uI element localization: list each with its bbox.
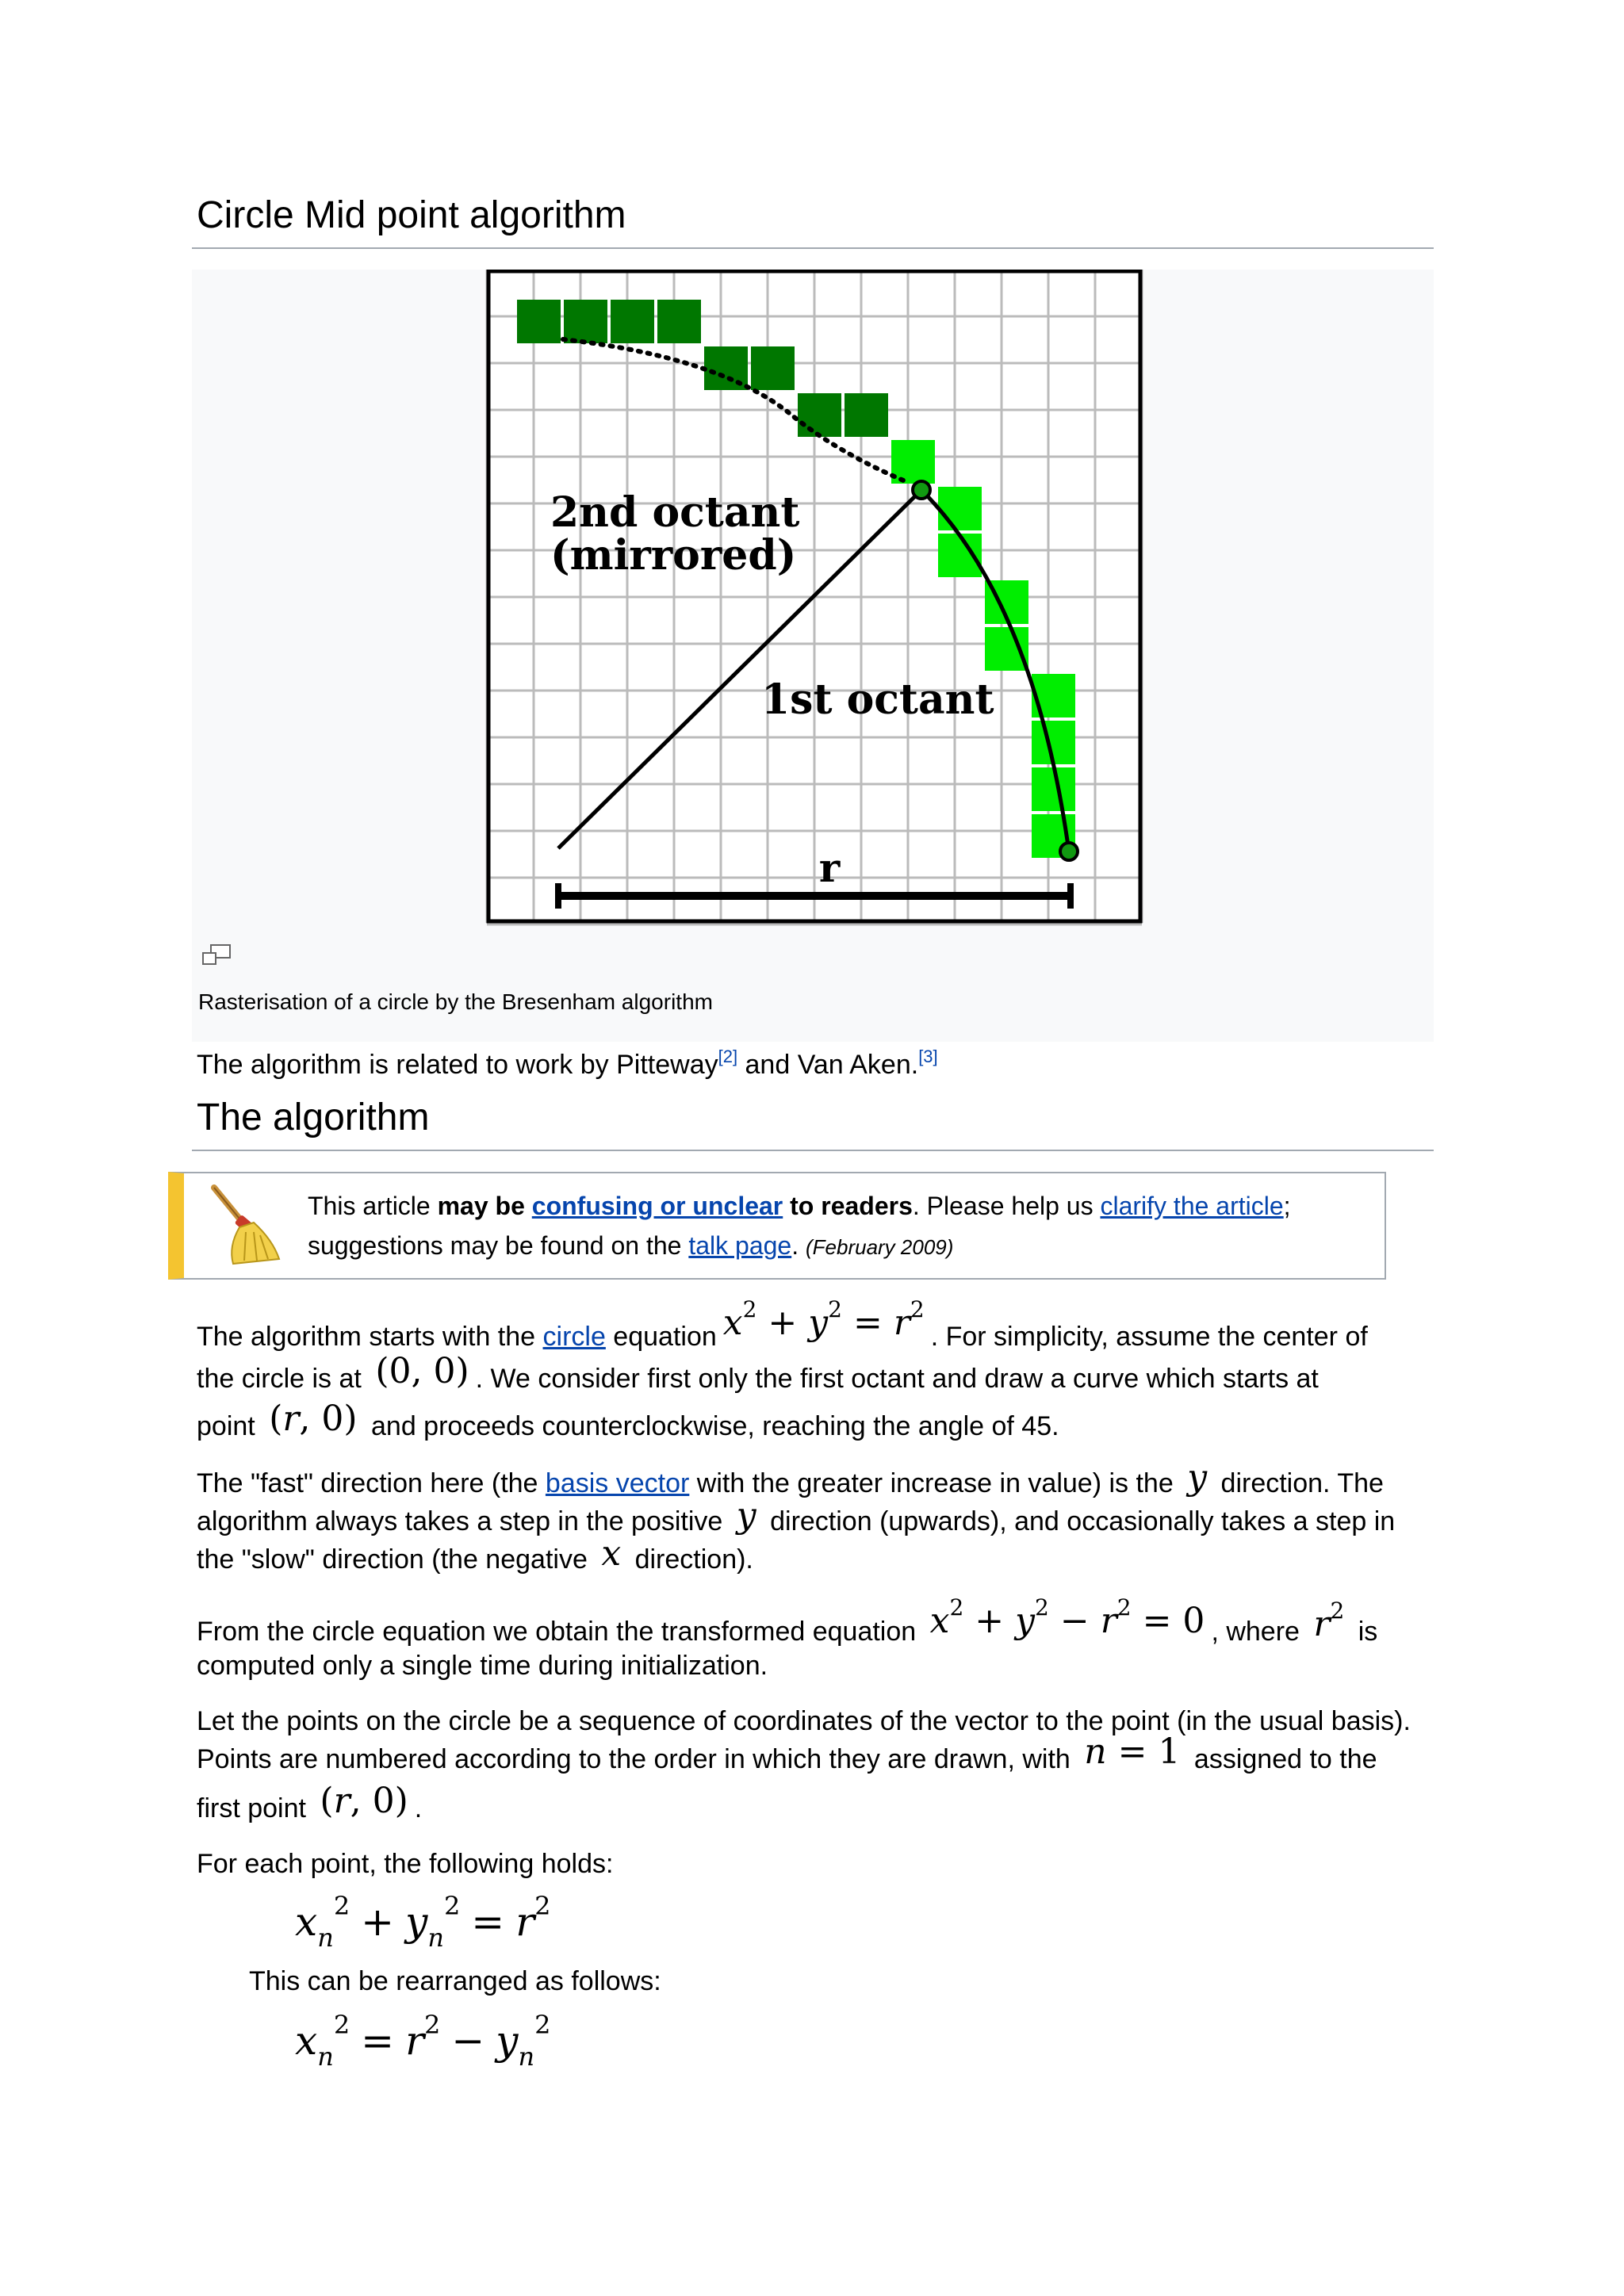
notice-bold-2: to readers bbox=[783, 1192, 913, 1220]
related-text-2: and Van Aken. bbox=[737, 1050, 919, 1080]
section-heading-the-algorithm: The algorithm bbox=[197, 1096, 430, 1138]
clarify-article-link[interactable]: clarify the article bbox=[1100, 1192, 1284, 1220]
para4-text-d: . bbox=[414, 1793, 423, 1823]
r-squared-math: $r^2$ bbox=[1313, 1598, 1345, 1644]
para4-line1: Let the points on the circle be a sequence of coordinates of the vector to the point (in the usual basis). bbox=[197, 1706, 1411, 1736]
notice-date: (February 2009) bbox=[805, 1235, 954, 1259]
para1-text-d: the circle is at bbox=[197, 1364, 362, 1394]
figure-thumbnail bbox=[192, 270, 1434, 1042]
para4-text-a: Points are numbered according to the order in which they are drawn, with bbox=[197, 1744, 1071, 1774]
reference-3-link[interactable]: [3] bbox=[918, 1047, 938, 1066]
para2-line2: algorithm always takes a step in the positive y direction (upwards), and occasionally takes a step in bbox=[197, 1495, 1396, 1536]
para5-line2: This can be rearranged as follows: bbox=[249, 1966, 661, 1996]
notice-text-1: This article bbox=[308, 1192, 438, 1220]
pixel-2nd-octant bbox=[657, 300, 701, 343]
pixel-2nd-octant bbox=[611, 300, 654, 343]
label-r: r bbox=[818, 844, 841, 891]
para2-text-a: The "fast" direction here (the bbox=[197, 1468, 546, 1498]
para3-text-c: is bbox=[1358, 1617, 1378, 1647]
para2-text-e: direction (upwards), and occasionally takes a step in bbox=[770, 1506, 1396, 1536]
equation-xn-yn-r: $x_n^2 + y_n^2 = r^2$ bbox=[295, 1891, 551, 1953]
para2-text-f: the "slow" direction (the negative bbox=[197, 1544, 588, 1575]
pixel-2nd-octant bbox=[845, 393, 888, 437]
para4-text-b: assigned to the bbox=[1193, 1744, 1377, 1774]
para1-text-f: point bbox=[197, 1411, 255, 1441]
para3-line2: computed only a single time during initialization. bbox=[197, 1651, 768, 1681]
cleanup-notice-box bbox=[168, 1172, 1386, 1280]
para2-text-b: with the greater increase in value) is the bbox=[689, 1468, 1174, 1498]
pixel-2nd-octant bbox=[564, 300, 607, 343]
circle-equation: $x^2 + y^2 = r^2$ bbox=[722, 1296, 925, 1343]
pixel-1st-octant bbox=[985, 627, 1028, 671]
notice-text-4: suggestions may be found on the bbox=[308, 1231, 689, 1260]
para1-text-a: The algorithm starts with the bbox=[197, 1322, 543, 1352]
para2-line3: the "slow" direction (the negative x direction). bbox=[197, 1533, 753, 1575]
para3-line1 bbox=[197, 1594, 1378, 1651]
broom-icon bbox=[205, 1183, 284, 1267]
pixel-2nd-octant bbox=[798, 393, 841, 437]
heading-rule bbox=[192, 247, 1434, 249]
label-1st-octant: 1st octant bbox=[761, 675, 994, 724]
para4-text-c: first point bbox=[197, 1793, 306, 1823]
notice-text-2: . Please help us bbox=[912, 1192, 1101, 1220]
basis-vector-link[interactable]: basis vector bbox=[545, 1468, 690, 1498]
para2-text-c: direction. The bbox=[1220, 1468, 1384, 1498]
enlarge-icon[interactable] bbox=[201, 943, 233, 967]
notice-text-3: ; bbox=[1283, 1192, 1291, 1220]
notice-text-5: . bbox=[791, 1231, 806, 1260]
para1-line2: the circle is at (0, 0) . We consider first only the first octant and draw a curve which starts at bbox=[197, 1351, 1319, 1394]
para3-text-a: From the circle equation we obtain the transformed equation bbox=[197, 1617, 917, 1647]
confusing-unclear-link[interactable]: confusing or unclear bbox=[531, 1192, 783, 1220]
bresenham-figure[interactable] bbox=[192, 270, 1434, 1042]
para1-text-b: equation bbox=[605, 1322, 717, 1352]
label-2nd-octant: 2nd octant bbox=[550, 488, 800, 537]
para1-text-g: and proceeds counterclockwise, reaching the angle of 45. bbox=[371, 1411, 1059, 1441]
circle-link[interactable]: circle bbox=[542, 1322, 606, 1352]
notice-text bbox=[308, 1186, 1378, 1267]
octant-boundary-point bbox=[913, 481, 930, 499]
pixel-2nd-octant bbox=[517, 300, 561, 343]
reference-2-link[interactable]: [2] bbox=[718, 1047, 738, 1066]
pixel-1st-octant bbox=[938, 487, 982, 530]
transformed-equation: $x^2 + y^2 - r^2 = 0$ bbox=[929, 1594, 1205, 1641]
para3-text-b: , where bbox=[1211, 1617, 1300, 1647]
section-heading-circle-midpoint: Circle Mid point algorithm bbox=[197, 194, 626, 236]
related-text-1: The algorithm is related to work by Pitteway bbox=[197, 1050, 718, 1080]
para2-text-g: direction). bbox=[634, 1544, 753, 1575]
heading-rule-2 bbox=[192, 1150, 1434, 1151]
start-point bbox=[1060, 843, 1078, 860]
para5-line1: For each point, the following holds: bbox=[197, 1849, 614, 1879]
figure-caption: Rasterisation of a circle by the Bresenham algorithm bbox=[198, 989, 713, 1014]
para1-line1 bbox=[197, 1296, 1368, 1357]
pixel-1st-octant bbox=[891, 440, 935, 484]
para1-line3: point (r, 0) and proceeds counterclockwise, reaching the angle of 45. bbox=[197, 1399, 1059, 1441]
para2-text-d: algorithm always takes a step in the positive bbox=[197, 1506, 723, 1536]
notice-bold-1: may be bbox=[437, 1192, 532, 1220]
para4-line3: first point (r, 0) . bbox=[197, 1781, 423, 1823]
para1-text-c: . For simplicity, assume the center of bbox=[930, 1322, 1368, 1352]
para1-text-e: . We consider first only the first octant and draw a curve which starts at bbox=[475, 1364, 1319, 1394]
label-mirrored: (mirrored) bbox=[550, 531, 797, 580]
pixel-1st-octant bbox=[1032, 767, 1075, 811]
pixel-2nd-octant bbox=[751, 346, 795, 390]
related-work-paragraph bbox=[197, 1045, 938, 1085]
talk-page-link[interactable]: talk page bbox=[688, 1231, 792, 1260]
para2-line1: The "fast" direction here (the basis vector with the greater increase in value) is the y direction. The bbox=[197, 1457, 1384, 1498]
equation-xn-rearranged: $x_n^2 = r^2 - y_n^2$ bbox=[295, 2010, 551, 2072]
para4-line2: Points are numbered according to the order in which they are drawn, with n = 1 assigned to the bbox=[197, 1732, 1377, 1774]
